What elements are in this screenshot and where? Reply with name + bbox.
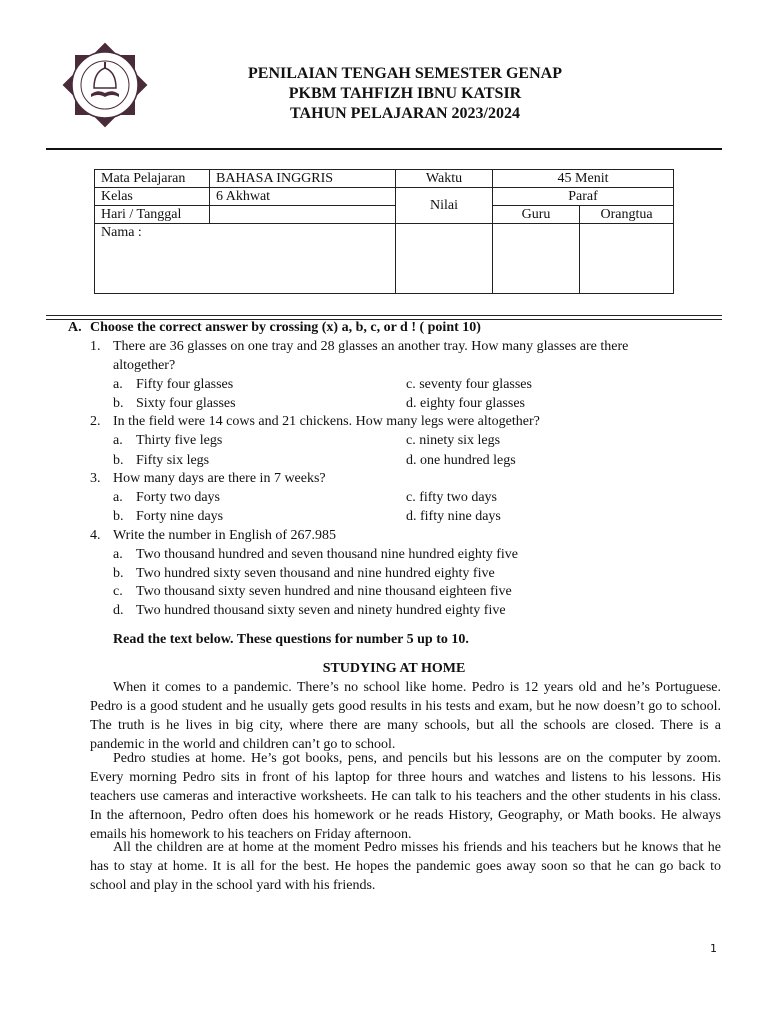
q3-option-c[interactable] [406,488,497,507]
name-field[interactable] [95,224,396,294]
option-letter: a. [113,433,123,448]
subject-value: BAHASA INGGRIS [210,170,396,188]
option-text: d. one hundred legs [406,453,516,468]
time-label: Waktu [396,170,493,188]
exam-header [150,64,660,124]
section-a-instruction [68,318,481,337]
option-text: Forty two days [136,490,220,505]
question-text: In the field were 14 cows and 21 chickens. How many legs were altogether? [113,414,540,429]
question-line: altogether? [113,358,176,373]
option-text: c. ninety six legs [406,433,501,448]
option-text: Two thousand sixty seven hundred and nine thousand eighteen five [136,584,512,599]
option-letter: c. [113,584,123,599]
option-text: Fifty six legs [136,453,210,468]
option-text: Forty nine days [136,509,224,524]
question-text: Write the number in English of 267.985 [113,528,337,543]
option-letter: a. [113,377,123,392]
q4-option-c[interactable] [113,582,512,601]
question-line: There are 36 glasses on one tray and 28 glasses an another tray. How many glasses are there [113,339,629,354]
option-letter: a. [113,547,123,562]
reading-paragraph-3: All the children are at home at the moment Pedro misses his friends and his teachers but he knows that he has to stay at home. It is all for the best. He hopes the pandemic goes away soon so that he can go back to school and play in the school yard with his friends. [90,840,721,893]
q2-option-a[interactable] [113,431,222,450]
question-4 [90,526,683,545]
question-number: 3. [90,471,101,486]
header-school: PKBM TAHFIZH IBNU KATSIR [288,85,522,102]
option-letter: b. [113,453,124,468]
score-label: Nilai [396,188,493,224]
option-letter: b. [113,509,124,524]
reading-paragraph-2: Pedro studies at home. He’s got books, pens, and pencils but his lessons are on the computer by zoom. Every morning Pedro sits in front of his laptop for three hours and watches and listens to his lessons. His teachers use cameras and interactive worksheets. He can talk to his teachers and the other students in his class. In the afternoon, Pedro often does his homework or he reads History, Geography, or Math books. He always emails his homework to his teachers on Friday afternoon. [90,751,721,842]
name-label: Nama : [101,225,142,240]
option-letter: b. [113,396,124,411]
option-text: d. eighty four glasses [406,396,525,411]
section-a-label: A. [68,320,82,335]
q3-option-b[interactable] [113,507,223,526]
header-year: TAHUN PELAJARAN 2023/2024 [290,105,520,122]
date-field[interactable] [210,206,396,224]
option-text: c. fifty two days [406,490,497,505]
question-1 [90,337,683,375]
question-number: 4. [90,528,101,543]
question-number: 1. [90,339,101,354]
class-value: 6 Akhwat [210,188,396,206]
q1-option-a[interactable] [113,375,233,394]
q2-option-c[interactable] [406,431,500,450]
parent-signature-box[interactable] [580,224,674,294]
signature-label: Paraf [493,188,674,206]
section-a-text: Choose the correct answer by crossing (x) a, b, c, or d ! ( point 10) [90,320,481,335]
option-text: Fifty four glasses [136,377,234,392]
class-label: Kelas [95,188,210,206]
q4-option-a[interactable] [113,545,518,564]
q2-option-d[interactable] [406,451,516,470]
option-text: Two hundred sixty seven thousand and nine hundred eighty five [136,566,495,581]
option-text: Thirty five legs [136,433,223,448]
time-value: 45 Menit [493,170,674,188]
reading-instruction: Read the text below. These questions for number 5 up to 10. [113,632,469,647]
question-number: 2. [90,414,101,429]
subject-label: Mata Pelajaran [95,170,210,188]
q3-option-a[interactable] [113,488,220,507]
option-letter: b. [113,566,124,581]
q4-option-d[interactable] [113,601,506,620]
q2-option-b[interactable] [113,451,209,470]
option-text: Two thousand hundred and seven thousand nine hundred eighty five [136,547,518,562]
page-number: 1 [710,942,717,955]
score-box[interactable] [396,224,493,294]
student-info-table [94,169,674,294]
option-text: c. seventy four glasses [406,377,532,392]
header-divider [46,148,722,150]
date-label: Hari / Tanggal [95,206,210,224]
school-logo [58,38,152,132]
option-letter: d. [113,603,124,618]
option-text: Sixty four glasses [136,396,236,411]
option-text: d. fifty nine days [406,509,501,524]
question-text: How many days are there in 7 weeks? [113,471,326,486]
option-letter: a. [113,490,123,505]
question-3 [90,469,683,488]
teacher-signature-box[interactable] [493,224,580,294]
reading-paragraph-1: When it comes to a pandemic. There’s no school like home. Pedro is 12 years old and he’s Portuguese. Pedro is a good student and he usually gets good results in his tests and exam, but he now doesn’t go to school. The truth is he lives in big city, where there are many schools, but all the schools are closed. There is a pandemic in the world and children can’t go to school. [90,680,721,752]
q3-option-d[interactable] [406,507,501,526]
q1-option-c[interactable] [406,375,532,394]
q1-option-d[interactable] [406,394,525,413]
reading-title: STUDYING AT HOME [322,661,466,676]
q1-option-b[interactable] [113,394,236,413]
question-2 [90,412,683,431]
header-title: PENILAIAN TENGAH SEMESTER GENAP [248,65,562,82]
option-text: Two hundred thousand sixty seven and ninety hundred eighty five [136,603,506,618]
parent-label: Orangtua [580,206,674,224]
teacher-label: Guru [493,206,580,224]
question-text [113,337,683,375]
q4-option-b[interactable] [113,564,495,583]
